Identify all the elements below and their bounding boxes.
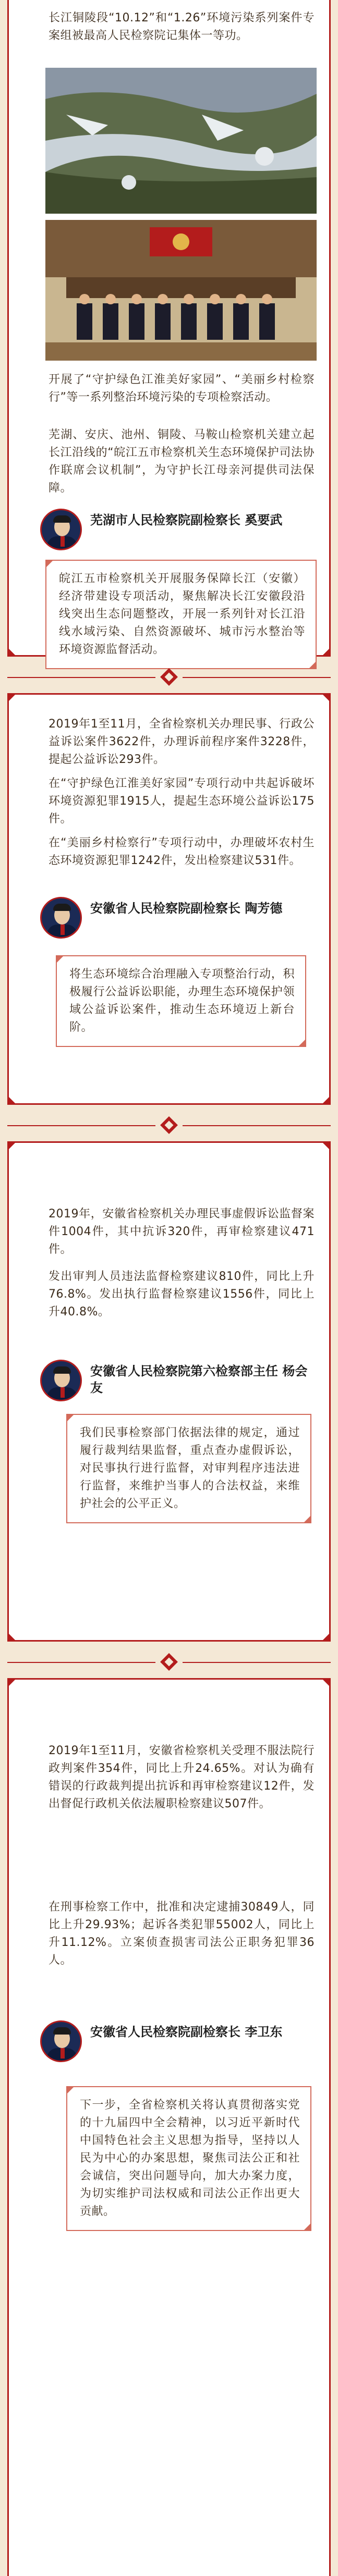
speaker-name: 安徽省人民检察院第六检察部主任 杨会友 <box>90 1364 308 1395</box>
section2-paragraph-2: 在“守护绿色江淮美好家园”专项行动中共起诉破坏环境资源犯罪1915人，提起生态环境公益诉讼175件。 <box>49 777 315 825</box>
section1-paragraph-1: 开展了“守护绿色江淮美好家园”、“美丽乡村检察行”等一系列整治环境污染的专项检察活动。 <box>49 373 315 404</box>
section-card-2 <box>7 693 331 1105</box>
quote-box <box>56 955 306 1047</box>
courtroom-photo <box>45 220 317 361</box>
section-divider <box>0 670 338 685</box>
quote-text: 皖江五市检察机关开展服务保障长江（安徽）经济带建设专项活动，聚焦解决长江安徽段沿线突出生态问题整改，开展一系列针对长江沿线水域污染、自然资源破坏、城市污水整治等环境资源监督活动。 <box>59 572 305 656</box>
speaker-avatar <box>40 897 82 939</box>
quote-box <box>66 1414 311 1523</box>
quote-box <box>45 560 317 669</box>
quote-text: 我们民事检察部门依据法律的规定，通过履行裁判结果监督，重点查办虚假诉讼，对民事执行进行监督，对审判程序违法进行监督，来维护当事人的合法权益，来维护社会的公平正义。 <box>80 1426 300 1510</box>
section-card-4 <box>7 1678 331 2576</box>
speaker-name: 安徽省人民检察院副检察长 李卫东 <box>90 2025 283 2039</box>
section-divider <box>0 1118 338 1133</box>
speaker-avatar <box>40 1360 82 1401</box>
speaker-block <box>40 2018 317 2070</box>
quote-text: 将生态环境综合治理融入专项整治行动，积极履行公益诉讼职能，办理生态环境保护领域公益诉讼案件，推动生态环境迈上新台阶。 <box>69 968 295 1034</box>
section2-paragraph-1: 2019年1至11月，全省检察机关办理民事、行政公益诉讼案件3622件，办理诉前程序案件3228件，提起公益诉讼293件。 <box>49 718 315 766</box>
speaker-avatar <box>40 2020 82 2062</box>
section3-paragraph-1: 2019年，安徽省检察机关办理民事虚假诉讼监督案件1004件，其中抗诉320件，再审检察建议471件。 <box>49 1207 315 1256</box>
section-card-3 <box>7 1141 331 1642</box>
speaker-name: 芜湖市人民检察院副检察长 奚要武 <box>90 513 283 527</box>
section-divider <box>0 1655 338 1670</box>
intro-text: 长江铜陵段“10.12”和“1.26”环境污染系列案件专案组被最高人民检察院记集体一等功。 <box>49 11 315 42</box>
section2-paragraph-3: 在“美丽乡村检察行”专项行动中，办理破坏农村生态环境资源犯罪1242件，发出检察建议531件。 <box>49 836 315 867</box>
speaker-avatar <box>40 509 82 550</box>
quote-text: 下一步，全省检察机关将认真贯彻落实党的十九届四中全会精神，以习近平新时代中国特色社会主义思想为指导，坚持以人民为中心的办案思想，聚焦司法公正和社会诚信，突出问题导向，加大办案力度，为切实维护司法权威和司法公正作出更大贡献。 <box>80 2099 300 2218</box>
section-card-1 <box>7 0 331 657</box>
speaker-block <box>40 507 317 559</box>
section4-paragraph-2: 在刑事检察工作中，批准和决定逮捕30849人，同比上升29.93%；起诉各类犯罪55002人，同比上升11.12%。立案侦查损害司法公正职务犯罪36人。 <box>49 1901 315 1967</box>
river-photo <box>45 68 317 214</box>
section3-paragraph-2: 发出审判人员违法监督检察建议810件，同比上升76.8%。发出执行监督检察建议1556件，同比上升40.8%。 <box>49 1270 315 1318</box>
speaker-block <box>40 895 317 947</box>
quote-box <box>66 2086 311 2231</box>
speaker-block <box>40 1358 317 1410</box>
speaker-name: 安徽省人民检察院副检察长 陶芳德 <box>90 901 283 916</box>
section1-paragraph-2: 芜湖、安庆、池州、铜陵、马鞍山检察机关建立起长江沿线的“皖江五市检察机关生态环境保护司法协作联席会议机制”，为守护长江母亲河提供司法保障。 <box>49 428 315 495</box>
section4-paragraph-1: 2019年1至11月，安徽省检察机关受理不服法院行政判案件354件，同比上升24.65%。对认为确有错误的行政裁判提出抗诉和再审检察建议12件，发出督促行政机关依法履职检察建议507件。 <box>49 1744 315 1810</box>
